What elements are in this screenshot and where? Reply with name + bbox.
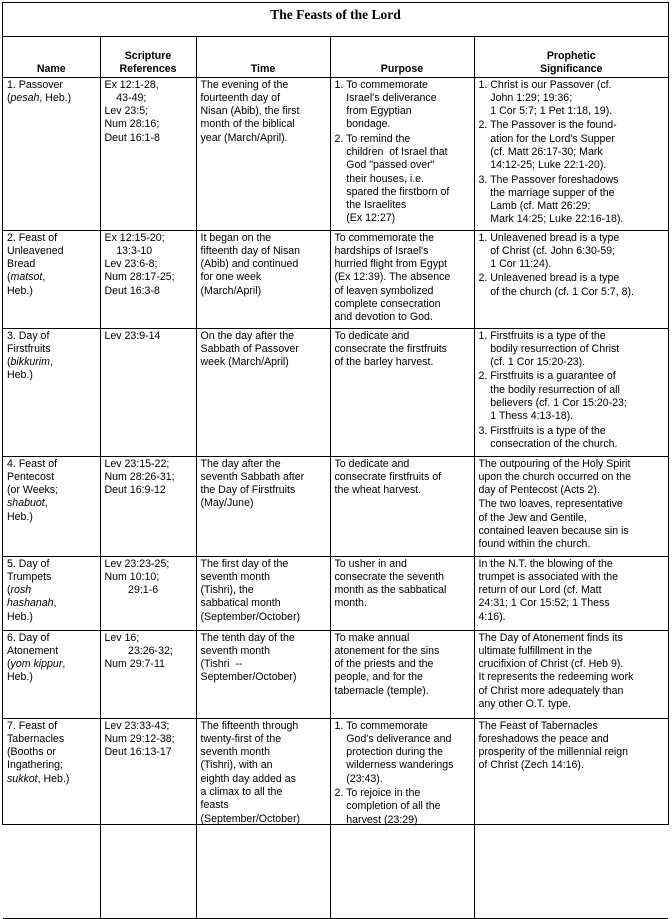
header-name: Name [3, 37, 100, 77]
time-cell [196, 556, 330, 630]
purpose-item: 1. To commemorate Israel's deliverance from Egyptian bondage. [334, 78, 437, 131]
scripture-references: Lev 23:33-43; Num 29:12-38; Deut 16:13-17 [104, 719, 175, 759]
feast-name-cell [3, 230, 100, 328]
purpose-item: 2. To remind the children of Israel that God "passed over" their houses, i.e. spared the firstborn of the Israelites (Ex 12:27) [334, 132, 450, 225]
purpose-list [335, 558, 471, 611]
header-prophetic: Prophetic Significance [474, 37, 668, 77]
prophetic-item: 1. Firstfruits is a type of the bodily resurrection of Christ (cf. 1 Cor 15:20-23). [478, 329, 620, 369]
scripture-references: Lev 23:15-22; Num 28:26-31; Deut 16:9-12 [104, 457, 175, 497]
feast-row [3, 718, 668, 918]
purpose-item: 1. To commemorate God's deliverance and protection during the wilderness wanderings (23:43). [334, 719, 454, 785]
scripture-cell [100, 328, 196, 456]
prophetic-list [479, 79, 666, 227]
feast-name-suffix: , Heb.) [7, 597, 57, 623]
feast-name-cell [3, 718, 100, 918]
time-cell [196, 328, 330, 456]
feast-name-suffix: , Heb.) [37, 772, 70, 785]
prophetic-list [479, 232, 666, 299]
feast-name-cell [3, 630, 100, 718]
prophetic-list [479, 632, 666, 712]
time-cell [196, 77, 330, 230]
prophetic-item: 3. Firstfruits is a type of the consecration of the church. [478, 424, 618, 450]
feast-row [3, 328, 668, 456]
scripture-cell [100, 230, 196, 328]
feast-name: 1. Passover ( [7, 78, 63, 104]
prophetic-cell [474, 556, 668, 630]
purpose-item: 2. To rejoice in the completion of all the harvest (23:29) [334, 786, 441, 826]
scripture-references: Ex 12:1-28, 43-49; Lev 23:5; Num 28:16; Deut 16:1-8 [104, 78, 160, 144]
feast-hebrew-name: yom kippur [10, 658, 63, 671]
feast-name-cell [3, 456, 100, 556]
prophetic-cell [474, 630, 668, 718]
scripture-cell [100, 718, 196, 918]
feast-name: 5. Day of Trumpets ( [7, 557, 52, 597]
prophetic-cell [474, 718, 668, 918]
prophetic-item: 2. Unleavened bread is a type of the church (cf. 1 Cor 5:7, 8). [478, 272, 634, 298]
purpose-item: To make annual atonement for the sins of the priests and the people, and for the tabernacle (temple). [334, 631, 440, 697]
feast-time: On the day after the Sabbath of Passover week (March/April) [200, 329, 299, 369]
feast-hebrew-name: sukkot [7, 772, 38, 785]
prophetic-cell [474, 77, 668, 230]
prophetic-list [479, 458, 666, 552]
purpose-item: To commemorate the hardships of Israel's hurried flight from Egypt (Ex 12:39). The absence of leaven symbolized complete consecration and devotion to God. [334, 231, 451, 324]
feast-time: The tenth day of the seventh month (Tishri -- September/October) [200, 631, 297, 684]
feast-name: 7. Feast of Tabernacles (Booths or Ingathering; [7, 719, 65, 772]
feast-row [3, 630, 668, 718]
prophetic-item: 2. Firstfruits is a guarantee of the bodily resurrection of all believers (cf. 1 Cor 15:20-23; 1 Thess 4:13-18). [478, 370, 627, 423]
purpose-list [335, 458, 471, 498]
document-title: The Feasts of the Lord [3, 3, 668, 37]
feast-name: 6. Day of Atonement ( [7, 631, 59, 671]
feast-hebrew-name: matsot [10, 271, 43, 284]
time-cell [196, 630, 330, 718]
feast-name-suffix: , Heb.) [7, 658, 66, 684]
feast-name-suffix: , Heb.) [39, 91, 72, 104]
scripture-cell [100, 77, 196, 230]
prophetic-item: The Day of Atonement finds its ultimate fulfillment in the crucifixion of Christ (cf. Heb 9). It represents the redeeming work of Christ more adequately than any other O.T. type. [478, 631, 634, 710]
feast-name: 3. Day of Firstfruits ( [7, 329, 51, 369]
feast-name-suffix: , Heb.) [7, 497, 48, 523]
feast-name-suffix: , Heb.) [7, 271, 46, 297]
purpose-cell [330, 556, 474, 630]
feast-name-cell [3, 556, 100, 630]
feast-name: 2. Feast of Unleavened Bread ( [7, 231, 64, 284]
feast-name-cell [3, 328, 100, 456]
prophetic-item: 1. Unleavened bread is a type of Christ (cf. John 6:30-59; 1 Cor 11:24). [478, 231, 620, 271]
feasts-document [2, 2, 669, 825]
header-purpose: Purpose [330, 37, 474, 77]
purpose-item: To dedicate and consecrate the firstfruits of the barley harvest. [334, 329, 447, 369]
prophetic-item: The outpouring of the Holy Spirit upon the church occurred on the day of Pentecost (Acts 2). [478, 457, 632, 497]
scripture-references: Lev 16; 23:26-32; Num 29:7-11 [104, 631, 173, 671]
scripture-references: Ex 12:15-20; 13:3-10 Lev 23:6-8; Num 28:17-25; Deut 16:3-8 [104, 231, 175, 297]
time-cell [196, 230, 330, 328]
scripture-references: Lev 23:23-25; Num 10:10; 29:1-6 [104, 557, 170, 597]
purpose-list [335, 330, 471, 370]
feast-hebrew-name: shabuot [7, 497, 45, 510]
purpose-list [335, 79, 471, 226]
feast-row [3, 456, 668, 556]
purpose-item: To dedicate and consecrate firstfruits of the wheat harvest. [334, 457, 442, 497]
prophetic-list [479, 720, 666, 773]
feast-name-cell [3, 77, 100, 230]
feast-hebrew-name: bikkurim [10, 356, 50, 369]
purpose-list [335, 632, 471, 698]
purpose-cell [330, 328, 474, 456]
header-time: Time [196, 37, 330, 77]
prophetic-item: The Feast of Tabernacles foreshadows the peace and prosperity of the millennial reign of Christ (Zech 14:16). [478, 719, 629, 772]
prophetic-cell [474, 230, 668, 328]
purpose-cell [330, 230, 474, 328]
feast-row [3, 77, 668, 230]
purpose-list [335, 232, 471, 325]
time-cell [196, 718, 330, 918]
purpose-cell [330, 718, 474, 918]
feast-name-suffix: , Heb.) [7, 356, 53, 382]
feast-hebrew-name: pesah [10, 91, 40, 104]
prophetic-item: 2. The Passover is the found- ation for the Lord's Supper (cf. Matt 26:17-30; Mark 14:12-25; Luke 22:1-20). [478, 119, 617, 172]
prophetic-list [479, 330, 666, 452]
feast-time: It began on the fifteenth day of Nisan (Abib) and continued for one week (March/April) [200, 231, 301, 297]
feast-time: The day after the seventh Sabbath after the Day of Firstfruits (May/June) [200, 457, 305, 510]
feasts-table [3, 37, 668, 919]
purpose-cell [330, 456, 474, 556]
scripture-cell [100, 456, 196, 556]
prophetic-list [479, 558, 666, 624]
prophetic-item: In the N.T. the blowing of the trumpet is associated with the return of our Lord (cf. Matt 24:31; 1 Cor 15:52; 1 Thess 4:16). [478, 557, 619, 623]
scripture-cell [100, 556, 196, 630]
feast-hebrew-name: rosh hashanah [7, 584, 54, 610]
prophetic-item: The two loaves, representative of the Jew and Gentile, contained leaven because sin is found within the church. [478, 498, 629, 551]
time-cell [196, 456, 330, 556]
purpose-item: To usher in and consecrate the seventh month as the sabbatical month. [334, 557, 447, 610]
prophetic-cell [474, 328, 668, 456]
purpose-list [335, 720, 471, 827]
feast-row [3, 230, 668, 328]
feast-name: 4. Feast of Pentecost (or Weeks; [7, 457, 59, 497]
header-scripture: Scripture References [100, 37, 196, 77]
scripture-references: Lev 23:9-14 [104, 329, 161, 342]
feast-time: The first day of the seventh month (Tishri), the sabbatical month (September/October) [200, 557, 301, 623]
feast-row [3, 556, 668, 630]
scripture-cell [100, 630, 196, 718]
prophetic-cell [474, 456, 668, 556]
prophetic-item: 1. Christ is our Passover (cf. John 1:29; 19:36; 1 Cor 5:7; 1 Pet 1:18, 19). [478, 78, 613, 118]
feast-time: The evening of the fourteenth day of Nisan (Abib), the first month of the biblical year (March/April). [200, 78, 300, 144]
purpose-cell [330, 630, 474, 718]
feast-time: The fifteenth through twenty-first of the seventh month (Tishri), with an eighth day added as a climax to all the feasts (September/October) [200, 719, 301, 825]
prophetic-item: 3. The Passover foreshadows the marriage supper of the Lamb (cf. Matt 26:29; Mark 14:25; Luke 22:16-18). [478, 173, 624, 226]
header-row [3, 37, 668, 77]
purpose-cell [330, 77, 474, 230]
